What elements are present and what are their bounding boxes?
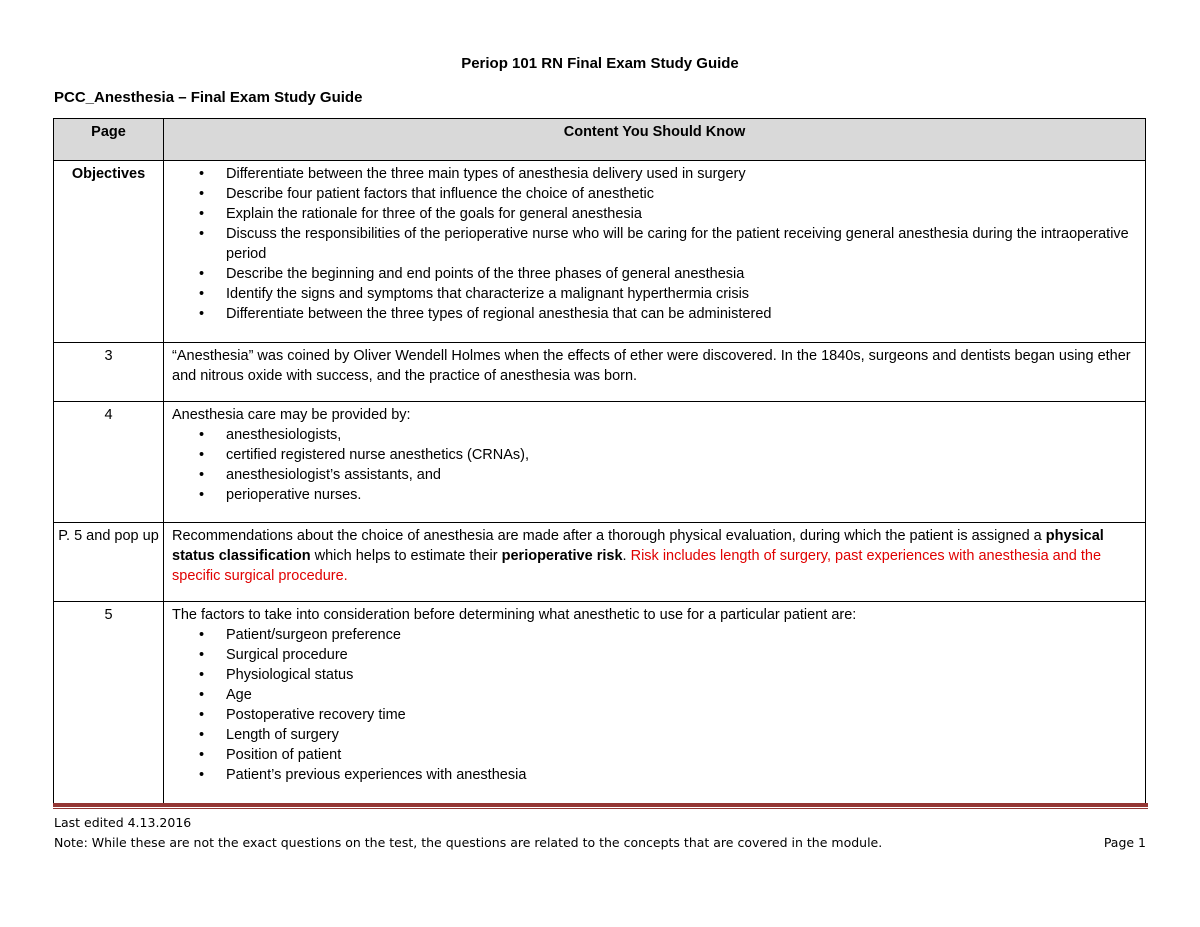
footer-note-line [54,835,1146,850]
table-header-row [54,119,1146,161]
page-number: Page 1 [1103,835,1146,850]
footer-note: Note: While these are not the exact questions on the test, the questions are related to the concepts that are covered in the module. [54,835,883,850]
list-item: • Discuss the responsibilities of the perioperative nurse who will be caring for the patient receiving general anesthesia during the intraoperative period [226,224,1137,264]
footer-divider [53,803,1148,807]
list-item: • Patient’s previous experiences with anesthesia [226,765,1137,785]
list-item: • Length of surgery [226,725,1137,745]
table-row-page-3 [54,343,1146,402]
providers-list [172,425,1137,505]
list-item: • Position of patient [226,745,1137,765]
list-item: • Patient/surgeon preference [226,625,1137,645]
study-guide-table [53,118,1146,804]
list-item: • certified registered nurse anesthetics (CRNAs), [226,445,1137,465]
row-content: “Anesthesia” was coined by Oliver Wendell Holmes when the effects of ether were discovered. In the 1840s, surgeons and dentists began using ether and nitrous oxide with success, and the practice of anesthesia was born. [164,343,1146,402]
list-item: • Describe four patient factors that influence the choice of anesthetic [226,184,1137,204]
last-edited-text: Last edited 4.13.2016 [54,815,192,830]
list-item: • Explain the rationale for three of the goals for general anesthesia [226,204,1137,224]
list-item: • Surgical procedure [226,645,1137,665]
text-run: which helps to estimate their [310,548,502,564]
text-run: Recommendations about the choice of anesthesia are made after a thorough physical evaluation, during which the patient is assigned a [172,528,1046,544]
list-item: • Differentiate between the three main types of anesthesia delivery used in surgery [226,164,1137,184]
row-intro: Anesthesia care may be provided by: [172,407,411,423]
list-item: • Differentiate between the three types of regional anesthesia that can be administered [226,304,1137,324]
highlight-risk-text: Risk includes length of surgery, past experiences with anesthesia and the specific surgical procedure. [172,548,1102,584]
list-item: • Physiological status [226,665,1137,685]
row-content [164,523,1146,602]
emphasis-physical-status: physical status classification [172,528,1104,564]
list-item: • Identify the signs and symptoms that characterize a malignant hyperthermia crisis [226,284,1137,304]
row-page-label: P. 5 and pop up [54,523,164,602]
row-content [164,402,1146,523]
text-run: . [622,548,631,564]
row-intro: The factors to take into consideration before determining what anesthetic to use for a particular patient are: [172,607,857,623]
table-row-page-5 [54,602,1146,804]
header-content: Content You Should Know [164,119,1146,161]
emphasis-perioperative-risk: perioperative risk [501,548,623,564]
row-page-label: 4 [54,402,164,523]
list-item: • anesthesiologists, [226,425,1137,445]
list-item: • perioperative nurses. [226,485,1137,505]
row-page-label: Objectives [54,161,164,343]
row-page-label: 3 [54,343,164,402]
row-content [164,602,1146,804]
list-item: • Describe the beginning and end points of the three phases of general anesthesia [226,264,1137,284]
list-item: • Postoperative recovery time [226,705,1137,725]
table-row-page-4 [54,402,1146,523]
header-page: Page [54,119,164,161]
row-page-label: 5 [54,602,164,804]
objectives-list [172,164,1137,324]
list-item: • anesthesiologist’s assistants, and [226,465,1137,485]
footer-divider-thin [53,808,1148,809]
list-item: • Age [226,685,1137,705]
document-subtitle: PCC_Anesthesia – Final Exam Study Guide [54,89,363,106]
document-title: Periop 101 RN Final Exam Study Guide [461,55,739,72]
table-row-page-5-popup [54,523,1146,602]
table-row-objectives [54,161,1146,343]
factors-list [172,625,1137,785]
row-content [164,161,1146,343]
